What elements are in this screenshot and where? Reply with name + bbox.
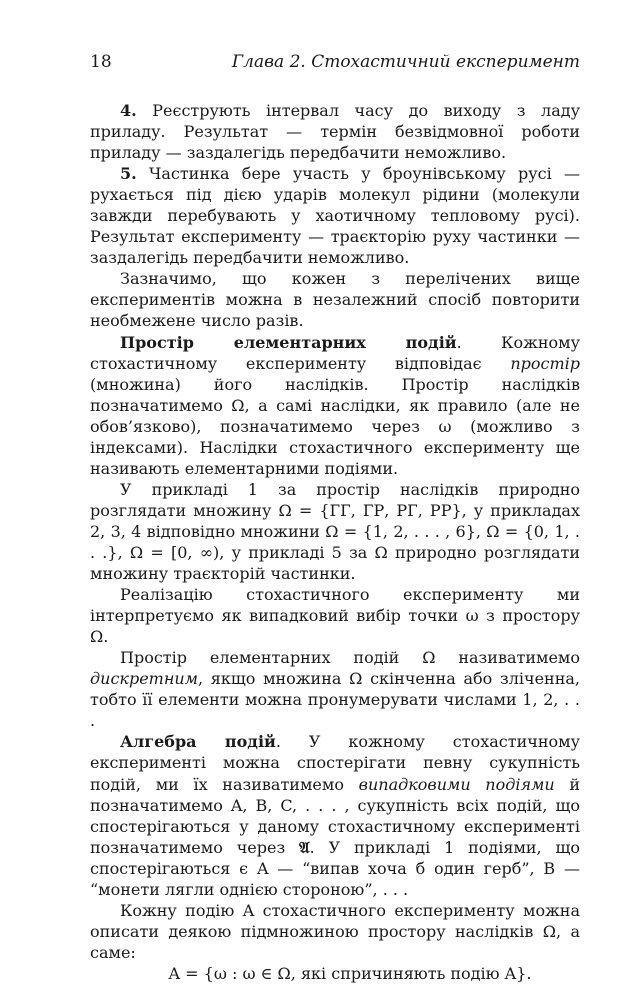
paragraph-text: , якщо множина Ω скінченна або зліченна, тобто її елементи можна пронумерувати числами 1, 2, . . . <box>90 669 580 731</box>
section-title: Алгебра подій <box>120 732 276 752</box>
paragraph-text: . У прикладі 1 подіями, що спостерігаються є A — “випав хоча б один герб”, B — “монети лягли однією стороною”, . . . <box>90 837 580 899</box>
page-number: 18 <box>90 52 112 72</box>
example-number: 5. <box>120 164 137 184</box>
term: дискретним <box>90 669 198 689</box>
paragraph-text: . У кожному стохастичному експерименті можна спостерігати певну сукупність подій, ми їх називатимемо <box>90 732 580 794</box>
paragraph-event-subset: Кожну подію A стохастичного експерименту можна описати деякою підмножиною простору наслідків Ω, а саме: <box>90 900 580 962</box>
paragraph-text: Частинка бере участь у броунівському русі — рухається під дією ударів молекул рідини (молекули завжди перебувають у хаотичному тепловому русі). Результат експерименту — траєкторію руху частинки — заздалегідь передбачити неможливо. <box>90 164 580 268</box>
paragraph-text: Простір елементарних подій Ω називатимемо <box>120 648 580 668</box>
paragraph-realization: Реалізацію стохастичного експерименту ми інтерпретуємо як випадковий вибір точки ω з простору Ω. <box>90 585 580 647</box>
term: простір <box>510 353 580 373</box>
paragraph-sample-space <box>90 332 580 479</box>
section-title: Простір елементарних подій <box>120 332 457 352</box>
paragraph-example-4 <box>90 100 580 163</box>
paragraph-example-5 <box>90 163 580 268</box>
example-number: 4. <box>120 101 137 120</box>
display-formula: A = {ω : ω ∈ Ω, які спричиняють подію A}. <box>168 963 532 983</box>
term: випадковими подіями <box>358 774 555 794</box>
paragraph-text: й позначатимемо A, B, C, . . . , сукупність всіх подій, що спостерігаються у даному стохастичному експерименті позначатимемо через <box>90 774 580 857</box>
paragraph-text: (множина) його наслідків. Простір наслідків позначатимемо Ω, а самі наслідки, як правило (але не обов’язково), позначатимемо через ω (можливо з індексами). Наслідки стохастичного експерименту ще називають елементарними подіями. <box>90 374 580 478</box>
paragraph-discrete <box>90 647 580 731</box>
paragraph-examples-spaces: У прикладі 1 за простір наслідків природно розглядати множину Ω = {ГГ, ГР, РГ, РР}, у прикладах 2, 3, 4 відповідно множини Ω = {1, 2, . . . , 6}, Ω = {0, 1, . . .}, Ω = [0, ∞), у прикладі 5 за Ω природно розглядати множину траєкторій частинки. <box>90 479 580 584</box>
paragraph-text: Реєструють інтервал часу до виходу з ладу приладу. Результат — термін безвідмовної роботи приладу — заздалегідь передбачити неможливо. <box>90 101 580 163</box>
running-title: Глава 2. Стохастичний експеримент <box>231 52 580 72</box>
fraktur-symbol: 𝔄 <box>299 837 310 857</box>
paragraph-text: . Кожному стохастичному експерименту відповідає <box>90 332 580 373</box>
paragraph-repeatability: Зазначимо, що кожен з перелічених вище експериментів можна в незалежний спосіб повторити необмежене число разів. <box>90 269 580 331</box>
paragraph-event-algebra <box>90 731 580 899</box>
body-text <box>90 100 580 984</box>
